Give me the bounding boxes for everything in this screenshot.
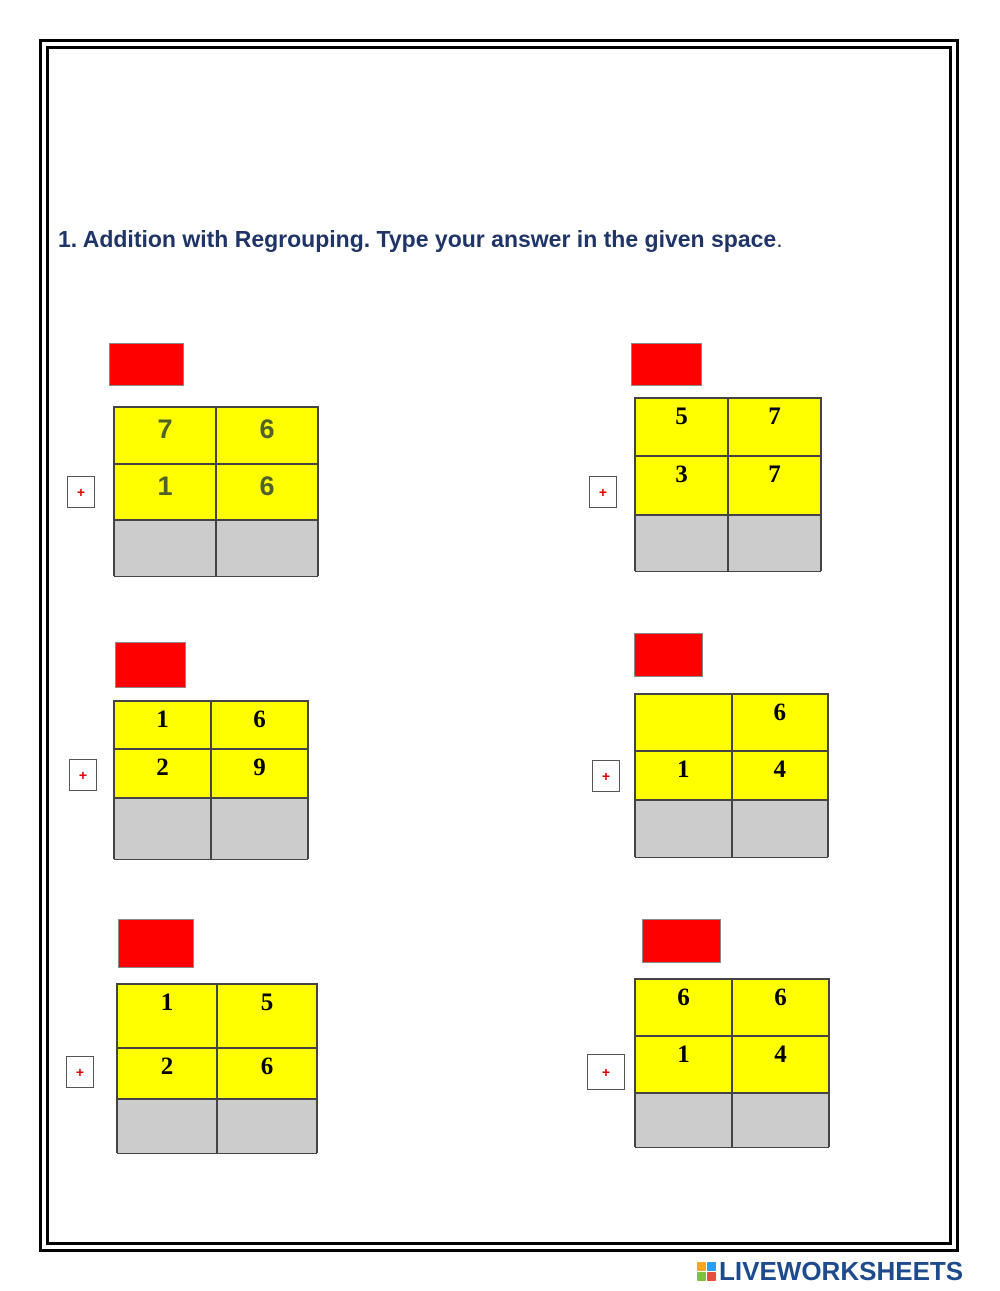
plus-sign-box: + — [589, 476, 617, 508]
bottom-ones-digit: 4 — [732, 751, 829, 800]
answer-ones-input[interactable] — [211, 798, 308, 860]
top-ones-digit: 7 — [728, 398, 821, 456]
instructions-period: . — [776, 226, 783, 252]
addition-grid — [634, 978, 830, 1147]
plus-sign-box: + — [66, 1056, 94, 1088]
answer-tens-input[interactable] — [114, 798, 211, 860]
liveworksheets-logo[interactable] — [697, 1253, 963, 1289]
bottom-ones-digit: 9 — [211, 749, 308, 798]
answer-tens-input[interactable] — [114, 520, 216, 577]
instructions-heading — [58, 226, 783, 253]
answer-ones-input[interactable] — [216, 520, 318, 577]
answer-ones-input[interactable] — [732, 800, 829, 858]
carry-input[interactable] — [115, 642, 186, 688]
answer-ones-input[interactable] — [217, 1099, 317, 1154]
carry-input[interactable] — [118, 919, 194, 968]
bottom-tens-digit: 3 — [635, 456, 728, 515]
answer-tens-input[interactable] — [635, 515, 728, 572]
bottom-ones-digit: 7 — [728, 456, 821, 515]
top-ones-digit: 6 — [732, 694, 829, 751]
addition-grid — [113, 406, 319, 576]
bottom-tens-digit: 2 — [117, 1048, 217, 1099]
bottom-tens-digit: 2 — [114, 749, 211, 798]
bottom-ones-digit: 6 — [216, 464, 318, 520]
bottom-ones-digit: 4 — [732, 1036, 829, 1093]
addition-grid — [634, 397, 822, 571]
answer-tens-input[interactable] — [635, 1093, 732, 1148]
addition-grid — [634, 693, 829, 857]
top-tens-digit: 1 — [114, 701, 211, 749]
plus-sign-box: + — [592, 760, 620, 792]
top-ones-digit: 6 — [211, 701, 308, 749]
top-ones-digit: 5 — [217, 984, 317, 1048]
answer-tens-input[interactable] — [635, 800, 732, 858]
carry-input[interactable] — [642, 919, 721, 963]
top-tens-digit: 1 — [117, 984, 217, 1048]
plus-sign-box: + — [587, 1054, 625, 1090]
bottom-ones-digit: 6 — [217, 1048, 317, 1099]
bottom-tens-digit: 1 — [114, 464, 216, 520]
carry-input[interactable] — [634, 633, 703, 677]
liveworksheets-logo-icon — [697, 1262, 716, 1281]
answer-ones-input[interactable] — [728, 515, 821, 572]
addition-grid — [113, 700, 309, 859]
top-tens-digit: 5 — [635, 398, 728, 456]
logo-text: LIVEWORKSHEETS — [719, 1255, 964, 1286]
answer-tens-input[interactable] — [117, 1099, 217, 1154]
plus-sign-box: + — [67, 476, 95, 508]
carry-input[interactable] — [109, 343, 184, 386]
top-tens-digit: 7 — [114, 407, 216, 464]
plus-sign-box: + — [69, 759, 97, 791]
top-tens-digit: 6 — [635, 979, 732, 1036]
carry-input[interactable] — [631, 343, 702, 386]
top-ones-digit: 6 — [216, 407, 318, 464]
addition-grid — [116, 983, 318, 1153]
top-tens-digit — [635, 694, 732, 751]
instructions-text: 1. Addition with Regrouping. Type your answer in the given space — [58, 226, 777, 252]
answer-ones-input[interactable] — [732, 1093, 829, 1148]
top-ones-digit: 6 — [732, 979, 829, 1036]
bottom-tens-digit: 1 — [635, 751, 732, 800]
bottom-tens-digit: 1 — [635, 1036, 732, 1093]
